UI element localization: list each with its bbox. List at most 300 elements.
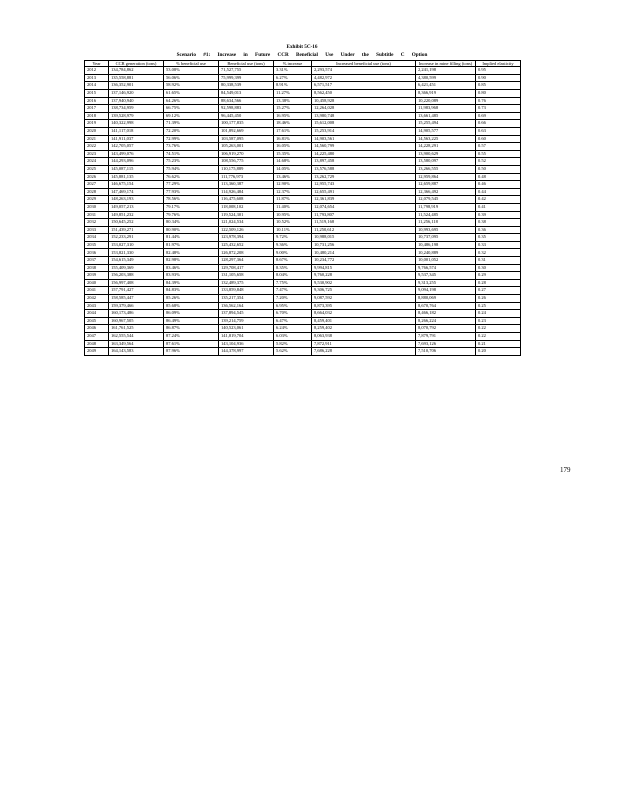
- table-row: [85, 249, 521, 257]
- table-cell: 0.60: [476, 135, 521, 143]
- table-cell: 16.05%: [274, 143, 312, 151]
- table-cell: 81.44%: [164, 234, 219, 242]
- table-cell: 12,659,887: [416, 181, 476, 189]
- table-row: [85, 219, 521, 227]
- table-row: [85, 120, 521, 128]
- table-body: [85, 67, 521, 356]
- table-cell: 0.55: [476, 150, 521, 158]
- table-cell: 137,940,940: [109, 97, 164, 105]
- table-cell: 77.29%: [164, 181, 219, 189]
- table-cell: 0.27: [476, 287, 521, 295]
- table-row: [85, 279, 521, 287]
- table-cell: 164,143,583: [109, 348, 164, 356]
- table-cell: 82.48%: [164, 249, 219, 257]
- table-cell: 5.62%: [274, 348, 312, 356]
- table-cell: 8,366,919: [416, 90, 476, 98]
- table-cell: 101,892,669: [219, 127, 274, 135]
- table-cell: 11,983,968: [416, 105, 476, 113]
- table-cell: 6,421,451: [416, 82, 476, 90]
- table-cell: 122,509,126: [219, 226, 274, 234]
- table-cell: 151,439,271: [109, 226, 164, 234]
- table-cell: 76.62%: [164, 173, 219, 181]
- table-cell: 8,466,182: [416, 310, 476, 318]
- table-cell: 14,903,561: [312, 135, 416, 143]
- table-cell: 8.91%: [274, 82, 312, 90]
- table-cell: 162,555,544: [109, 333, 164, 341]
- table-cell: 2,241,198: [416, 67, 476, 75]
- table-cell: 9,087,592: [312, 295, 416, 303]
- table-cell: 149,851,232: [109, 211, 164, 219]
- table-cell: 8,880,069: [416, 295, 476, 303]
- table-cell: 139,214,759: [219, 317, 274, 325]
- table-row: [85, 158, 521, 166]
- table-cell: 153,821,330: [109, 249, 164, 257]
- table-cell: 16.81%: [274, 135, 312, 143]
- table-cell: 2045: [85, 317, 109, 325]
- table-row: [85, 211, 521, 219]
- table-cell: 10,993,695: [416, 226, 476, 234]
- table-cell: 139,528,979: [109, 112, 164, 120]
- column-header: % beneficial use: [164, 61, 219, 67]
- table-cell: 7.20%: [274, 295, 312, 303]
- table-cell: 6.70%: [274, 310, 312, 318]
- table-cell: 8,459,401: [312, 317, 416, 325]
- table-cell: 4,380,599: [416, 74, 476, 82]
- table-row: [85, 188, 521, 196]
- table-cell: 7,693,126: [416, 340, 476, 348]
- table-cell: 12,264,028: [312, 105, 416, 113]
- table-cell: 0.33: [476, 241, 521, 249]
- table-cell: 137,894,545: [219, 310, 274, 318]
- table-cell: 0.39: [476, 211, 521, 219]
- table-cell: 80.90%: [164, 226, 219, 234]
- table-cell: 0.31: [476, 257, 521, 265]
- table-cell: 15.35%: [274, 150, 312, 158]
- table-cell: 79.76%: [164, 211, 219, 219]
- table-cell: 12,079,545: [416, 196, 476, 204]
- table-cell: 13,580,097: [416, 158, 476, 166]
- table-cell: 116,475,608: [219, 196, 274, 204]
- table-cell: 0.80: [476, 90, 521, 98]
- table-cell: 84.83%: [164, 287, 219, 295]
- table-cell: 156,203,388: [109, 272, 164, 280]
- table-row: [85, 97, 521, 105]
- table-cell: 8,259,402: [312, 325, 416, 333]
- table-cell: 149,057,213: [109, 203, 164, 211]
- table-cell: 13,980,748: [312, 112, 416, 120]
- table-cell: 2026: [85, 173, 109, 181]
- table-cell: 123,978,394: [219, 234, 274, 242]
- table-cell: 18.46%: [274, 120, 312, 128]
- table-cell: 9,766,574: [416, 264, 476, 272]
- table-cell: 113,360,387: [219, 181, 274, 189]
- table-cell: 159,379,466: [109, 302, 164, 310]
- table-cell: 133,859,848: [219, 287, 274, 295]
- table-cell: 118,008,102: [219, 203, 274, 211]
- table-cell: 141,819,704: [219, 333, 274, 341]
- table-cell: 2036: [85, 249, 109, 257]
- table-cell: 160,173,486: [109, 310, 164, 318]
- table-cell: 87.24%: [164, 333, 219, 341]
- table-cell: 83.46%: [164, 264, 219, 272]
- table-cell: 2022: [85, 143, 109, 151]
- table-row: [85, 135, 521, 143]
- table-cell: 148,263,193: [109, 196, 164, 204]
- table-cell: 8,873,395: [312, 302, 416, 310]
- table-cell: 96,445,450: [219, 112, 274, 120]
- table-cell: 61.65%: [164, 90, 219, 98]
- table-cell: 14.05%: [274, 165, 312, 173]
- table-cell: 12,959,864: [416, 173, 476, 181]
- table-cell: 10,234,772: [312, 257, 416, 265]
- table-cell: 3.31%: [274, 67, 312, 75]
- table-cell: 108,556,775: [219, 158, 274, 166]
- table-cell: 10,737,095: [416, 234, 476, 242]
- table-cell: 82.98%: [164, 257, 219, 265]
- table-cell: 10.11%: [274, 226, 312, 234]
- table-row: [85, 325, 521, 333]
- table-cell: 2039: [85, 272, 109, 280]
- table-cell: 136,562,164: [219, 302, 274, 310]
- column-header: Year: [85, 61, 109, 67]
- table-cell: 141,911,037: [109, 135, 164, 143]
- table-cell: 72.99%: [164, 135, 219, 143]
- table-cell: 131,105,658: [219, 272, 274, 280]
- table-cell: 141,117,018: [109, 127, 164, 135]
- table-cell: 2018: [85, 112, 109, 120]
- table-cell: 0.25: [476, 302, 521, 310]
- table-cell: 0.69: [476, 112, 521, 120]
- table-cell: 88,634,566: [219, 97, 274, 105]
- table-cell: 16.95%: [274, 112, 312, 120]
- table-cell: 75.94%: [164, 165, 219, 173]
- table-cell: 0.57: [476, 143, 521, 151]
- table-cell: 153,027,310: [109, 241, 164, 249]
- table-cell: 9,537,345: [416, 272, 476, 280]
- table-cell: 147,469,174: [109, 188, 164, 196]
- table-cell: 0.42: [476, 196, 521, 204]
- table-cell: 86.87%: [164, 325, 219, 333]
- table-cell: 2041: [85, 287, 109, 295]
- table-cell: 10.52%: [274, 219, 312, 227]
- table-cell: 0.44: [476, 188, 521, 196]
- table-cell: 85.68%: [164, 302, 219, 310]
- table-cell: 71,527,755: [219, 67, 274, 75]
- table-cell: 2014: [85, 82, 109, 90]
- table-row: [85, 173, 521, 181]
- table-cell: 7,872,911: [312, 340, 416, 348]
- table-cell: 86.09%: [164, 310, 219, 318]
- table-cell: 7,510,706: [416, 348, 476, 356]
- table-cell: 2020: [85, 127, 109, 135]
- table-cell: 0.63: [476, 127, 521, 135]
- table-cell: 135,217,354: [219, 295, 274, 303]
- table-cell: 2019: [85, 120, 109, 128]
- table-cell: 8.04%: [274, 272, 312, 280]
- table-cell: 134,784,862: [109, 67, 164, 75]
- table-cell: 9.36%: [274, 241, 312, 249]
- page-number: 179: [560, 466, 571, 474]
- table-cell: 9,313,255: [416, 279, 476, 287]
- table-cell: 2016: [85, 97, 109, 105]
- table-row: [85, 295, 521, 303]
- table-cell: 142,705,057: [109, 143, 164, 151]
- table-cell: 0.20: [476, 348, 521, 356]
- table-row: [85, 181, 521, 189]
- table-cell: 161,761,525: [109, 325, 164, 333]
- table-row: [85, 203, 521, 211]
- table-cell: 2046: [85, 325, 109, 333]
- table-cell: 13,897,458: [312, 158, 416, 166]
- table-cell: 0.28: [476, 279, 521, 287]
- table-row: [85, 105, 521, 113]
- table-cell: 9,760,228: [312, 272, 416, 280]
- table-cell: 10,001,052: [416, 257, 476, 265]
- table-cell: 11.40%: [274, 203, 312, 211]
- table-cell: 7.47%: [274, 287, 312, 295]
- table-cell: 0.73: [476, 105, 521, 113]
- table-cell: 150,645,252: [109, 219, 164, 227]
- table-cell: 6.24%: [274, 325, 312, 333]
- table-row: [85, 112, 521, 120]
- table-cell: 86.49%: [164, 317, 219, 325]
- table-cell: 11,519,168: [312, 219, 416, 227]
- table-cell: 0.32: [476, 249, 521, 257]
- table-cell: 0.48: [476, 173, 521, 181]
- table-row: [85, 340, 521, 348]
- table-cell: 4,482,972: [312, 74, 416, 82]
- table-cell: 0.66: [476, 120, 521, 128]
- table-cell: 64.26%: [164, 97, 219, 105]
- table-cell: 11,793,807: [312, 211, 416, 219]
- table-cell: 137,146,920: [109, 90, 164, 98]
- table-cell: 0.24: [476, 310, 521, 318]
- table-cell: 110,175,889: [219, 165, 274, 173]
- table-cell: 9,306,725: [312, 287, 416, 295]
- table-cell: 6.27%: [274, 74, 312, 82]
- table-cell: 11.27%: [274, 90, 312, 98]
- table-cell: 83.93%: [164, 272, 219, 280]
- table-cell: 7.75%: [274, 279, 312, 287]
- table-cell: 2023: [85, 150, 109, 158]
- table-cell: 75,999,399: [219, 74, 274, 82]
- table-cell: 160,967,505: [109, 317, 164, 325]
- table-cell: 0.76: [476, 97, 521, 105]
- table-cell: 0.35: [476, 234, 521, 242]
- table-cell: 15.27%: [274, 105, 312, 113]
- table-cell: 92,598,883: [219, 105, 274, 113]
- table-cell: 144,378,997: [219, 348, 274, 356]
- table-cell: 78.56%: [164, 196, 219, 204]
- table-cell: 114,926,484: [219, 188, 274, 196]
- table-cell: 2044: [85, 310, 109, 318]
- table-cell: 132,489,375: [219, 279, 274, 287]
- table-cell: 2015: [85, 90, 109, 98]
- table-cell: 140,523,061: [219, 325, 274, 333]
- table-cell: 0.90: [476, 74, 521, 82]
- table-cell: 2034: [85, 234, 109, 242]
- table-cell: 8,670,764: [416, 302, 476, 310]
- table-row: [85, 317, 521, 325]
- table-cell: 11,524,485: [416, 211, 476, 219]
- table-row: [85, 234, 521, 242]
- table-row: [85, 90, 521, 98]
- table-row: [85, 226, 521, 234]
- table-cell: 2012: [85, 67, 109, 75]
- table-cell: 106,919,270: [219, 150, 274, 158]
- table-cell: 14,563,225: [416, 135, 476, 143]
- table-cell: 143,499,076: [109, 150, 164, 158]
- table-cell: 56.06%: [164, 74, 219, 82]
- table-cell: 71.39%: [164, 120, 219, 128]
- table-row: [85, 264, 521, 272]
- table-cell: 9,994,815: [312, 264, 416, 272]
- table-cell: 11,256,118: [416, 219, 476, 227]
- table-cell: 10,988,015: [312, 234, 416, 242]
- table-row: [85, 67, 521, 75]
- table-cell: 13,661,485: [416, 112, 476, 120]
- table-cell: 53.08%: [164, 67, 219, 75]
- table-cell: 77.93%: [164, 188, 219, 196]
- table-cell: 163,349,564: [109, 340, 164, 348]
- table-cell: 0.38: [476, 219, 521, 227]
- table-cell: 8,664,032: [312, 310, 416, 318]
- table-cell: 2048: [85, 340, 109, 348]
- table-cell: 13,576,588: [312, 165, 416, 173]
- table-cell: 2040: [85, 279, 109, 287]
- table-cell: 74.51%: [164, 150, 219, 158]
- table-cell: 11,250,612: [312, 226, 416, 234]
- table-cell: 8,562,450: [312, 90, 416, 98]
- table-cell: 14,905,577: [416, 127, 476, 135]
- table-cell: 11,798,919: [416, 203, 476, 211]
- table-cell: 143,104,936: [219, 340, 274, 348]
- table-cell: 8.35%: [274, 264, 312, 272]
- table-cell: 10,731,256: [312, 241, 416, 249]
- table-cell: 0.22: [476, 325, 521, 333]
- table-cell: 138,734,959: [109, 105, 164, 113]
- table-cell: 0.23: [476, 317, 521, 325]
- table-cell: 2038: [85, 264, 109, 272]
- table-cell: 2025: [85, 165, 109, 173]
- table-row: [85, 241, 521, 249]
- table-cell: 2049: [85, 348, 109, 356]
- table-row: [85, 127, 521, 135]
- table-cell: 158,585,447: [109, 295, 164, 303]
- table-cell: 2031: [85, 211, 109, 219]
- table-cell: 2029: [85, 196, 109, 204]
- data-table: [84, 60, 521, 356]
- table-cell: 2042: [85, 295, 109, 303]
- table-row: [85, 257, 521, 265]
- table-cell: 2035: [85, 241, 109, 249]
- table-cell: 12,655,491: [312, 188, 416, 196]
- table-cell: 2,293,574: [312, 67, 416, 75]
- table-cell: 81.97%: [164, 241, 219, 249]
- table-cell: 145,881,135: [109, 173, 164, 181]
- table-cell: 125,432,652: [219, 241, 274, 249]
- table-cell: 75.23%: [164, 158, 219, 166]
- table-cell: 13.46%: [274, 173, 312, 181]
- table-cell: 15,612,008: [312, 120, 416, 128]
- table-cell: 155,409,369: [109, 264, 164, 272]
- table-cell: 136,352,901: [109, 82, 164, 90]
- table-cell: 58.92%: [164, 82, 219, 90]
- table-cell: 6.47%: [274, 317, 312, 325]
- table-cell: 111,776,973: [219, 173, 274, 181]
- table-cell: 129,708,417: [219, 264, 274, 272]
- table-cell: 2013: [85, 74, 109, 82]
- table-cell: 152,233,291: [109, 234, 164, 242]
- table-cell: 14,225,480: [312, 150, 416, 158]
- table-cell: 135,558,881: [109, 74, 164, 82]
- table-cell: 13,266,555: [416, 165, 476, 173]
- table-cell: 157,791,427: [109, 287, 164, 295]
- column-header: Beneficial use (tons): [219, 61, 274, 67]
- table-row: [85, 82, 521, 90]
- table-row: [85, 310, 521, 318]
- table-cell: 0.95: [476, 67, 521, 75]
- exhibit-subtitle: Scenario #1: Increase in Future CCR Beneficial Use Under the Subtitle C Option: [176, 52, 428, 58]
- table-cell: 87.61%: [164, 340, 219, 348]
- table-cell: 2033: [85, 226, 109, 234]
- table-cell: 144,293,096: [109, 158, 164, 166]
- table-cell: 15,253,914: [312, 127, 416, 135]
- table-cell: 156,997,408: [109, 279, 164, 287]
- table-cell: 2043: [85, 302, 109, 310]
- table-cell: 0.46: [476, 181, 521, 189]
- table-cell: 9.72%: [274, 234, 312, 242]
- table-cell: 10,480,214: [312, 249, 416, 257]
- table-cell: 146,675,154: [109, 181, 164, 189]
- table-cell: 121,024,534: [219, 219, 274, 227]
- table-cell: 73.76%: [164, 143, 219, 151]
- table-cell: 105,263,001: [219, 143, 274, 151]
- table-cell: 0.21: [476, 340, 521, 348]
- table-cell: 7,686,228: [312, 348, 416, 356]
- table-cell: 72.20%: [164, 127, 219, 135]
- table-cell: 140,322,998: [109, 120, 164, 128]
- table-cell: 10,240,889: [416, 249, 476, 257]
- table-cell: 87.96%: [164, 348, 219, 356]
- table-cell: 128,297,364: [219, 257, 274, 265]
- table-row: [85, 165, 521, 173]
- table-cell: 10.95%: [274, 211, 312, 219]
- table-cell: 13.38%: [274, 97, 312, 105]
- column-header: % increase: [274, 61, 312, 67]
- table-cell: 103,587,095: [219, 135, 274, 143]
- table-cell: 0.22: [476, 333, 521, 341]
- table-cell: 9,094,198: [416, 287, 476, 295]
- table-cell: 7,879,791: [416, 333, 476, 341]
- table-cell: 84.39%: [164, 279, 219, 287]
- table-cell: 84,549,013: [219, 90, 274, 98]
- table-cell: 0.30: [476, 264, 521, 272]
- table-row: [85, 196, 521, 204]
- table-cell: 2021: [85, 135, 109, 143]
- table-cell: 2024: [85, 158, 109, 166]
- table-cell: 0.52: [476, 158, 521, 166]
- table-row: [85, 287, 521, 295]
- table-row: [85, 348, 521, 356]
- table-cell: 100,177,835: [219, 120, 274, 128]
- table-cell: 0.50: [476, 165, 521, 173]
- table-cell: 11.87%: [274, 196, 312, 204]
- table-cell: 12,074,654: [312, 203, 416, 211]
- exhibit-title: Exhibit 5C-16: [286, 44, 318, 50]
- table-cell: 15,255,494: [416, 120, 476, 128]
- table-cell: 145,087,115: [109, 165, 164, 173]
